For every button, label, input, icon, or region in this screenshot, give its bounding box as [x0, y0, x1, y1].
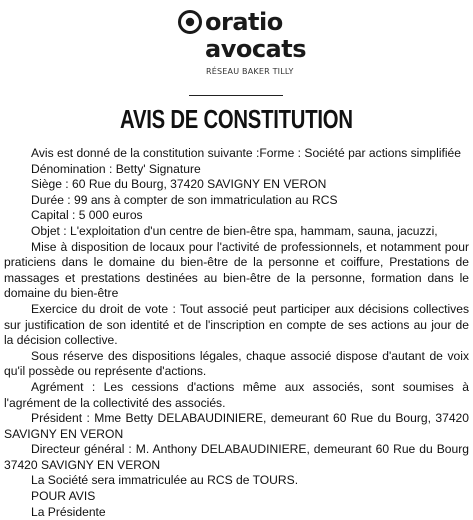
notice-paragraph-duree: Durée : 99 ans à compter de son immatriculation au RCS [31, 192, 338, 207]
notice-paragraph-signature: La Présidente [31, 504, 106, 519]
notice-paragraph-intro: Avis est donné de la constitution suivante :Forme : Société par actions simplifiée [31, 146, 462, 160]
notice-paragraph-directeur-general: Directeur général : M. Anthony DELABAUDINIERE, demeurant 60 Rue du Bourg 37420 SAVIGNY EN VERON [4, 442, 469, 472]
logo-tagline: RÉSEAU BAKER TILLY [206, 67, 294, 76]
notice-body [4, 146, 469, 520]
notice-paragraph-droit-de-vote: Exercice du droit de vote : Tout associé peut participer aux décisions collectives sur justification de son identité et de l'inscription en compte de ses actions au jour de la décision collective. [4, 301, 469, 348]
logo-wordmark-avocats: avocats [205, 35, 307, 63]
notice-paragraph-pour-avis: POUR AVIS [31, 489, 96, 504]
notice-paragraph-capital: Capital : 5 000 euros [31, 208, 143, 223]
notice-paragraph-agrement: Agrément : Les cessions d'actions même aux associés, sont soumises à l'agrément de la collectivité des associés. [4, 379, 469, 410]
notice-paragraph-mise-a-disposition: Mise à disposition de locaux pour l'activité de professionnels, et notamment pour praticiens dans le domaine du bien-être de la personne et coiffure, Prestations de massages et prestations destinées au bien-être de la personne, formation dans le domaine du bien-être [4, 239, 469, 301]
oratio-avocats-logo [178, 8, 318, 80]
header-divider [189, 95, 283, 96]
notice-paragraph-president: Président : Mme Betty DELABAUDINIERE, demeurant 60 Rue du Bourg, 37420 SAVIGNY EN VERON [4, 411, 469, 441]
notice-paragraph-siege: Siège : 60 Rue du Bourg, 37420 SAVIGNY EN VERON [31, 177, 327, 192]
notice-paragraph-reserve: Sous réserve des dispositions légales, chaque associé dispose d'autant de voix qu'il possède ou représente d'actions. [4, 348, 469, 379]
notice-paragraph-objet: Objet : L'exploitation d'un centre de bien-être spa, hammam, sauna, jacuzzi, [31, 223, 438, 238]
logo-wordmark-oratio: oratio [205, 8, 283, 36]
notice-paragraph-rcs: La Société sera immatriculée au RCS de TOURS. [31, 473, 299, 488]
notice-title: AVIS DE CONSTITUTION [120, 104, 353, 134]
oratio-circle-mark-icon [178, 10, 202, 34]
notice-paragraph-denomination: Dénomination : Betty' Signature [31, 161, 201, 176]
